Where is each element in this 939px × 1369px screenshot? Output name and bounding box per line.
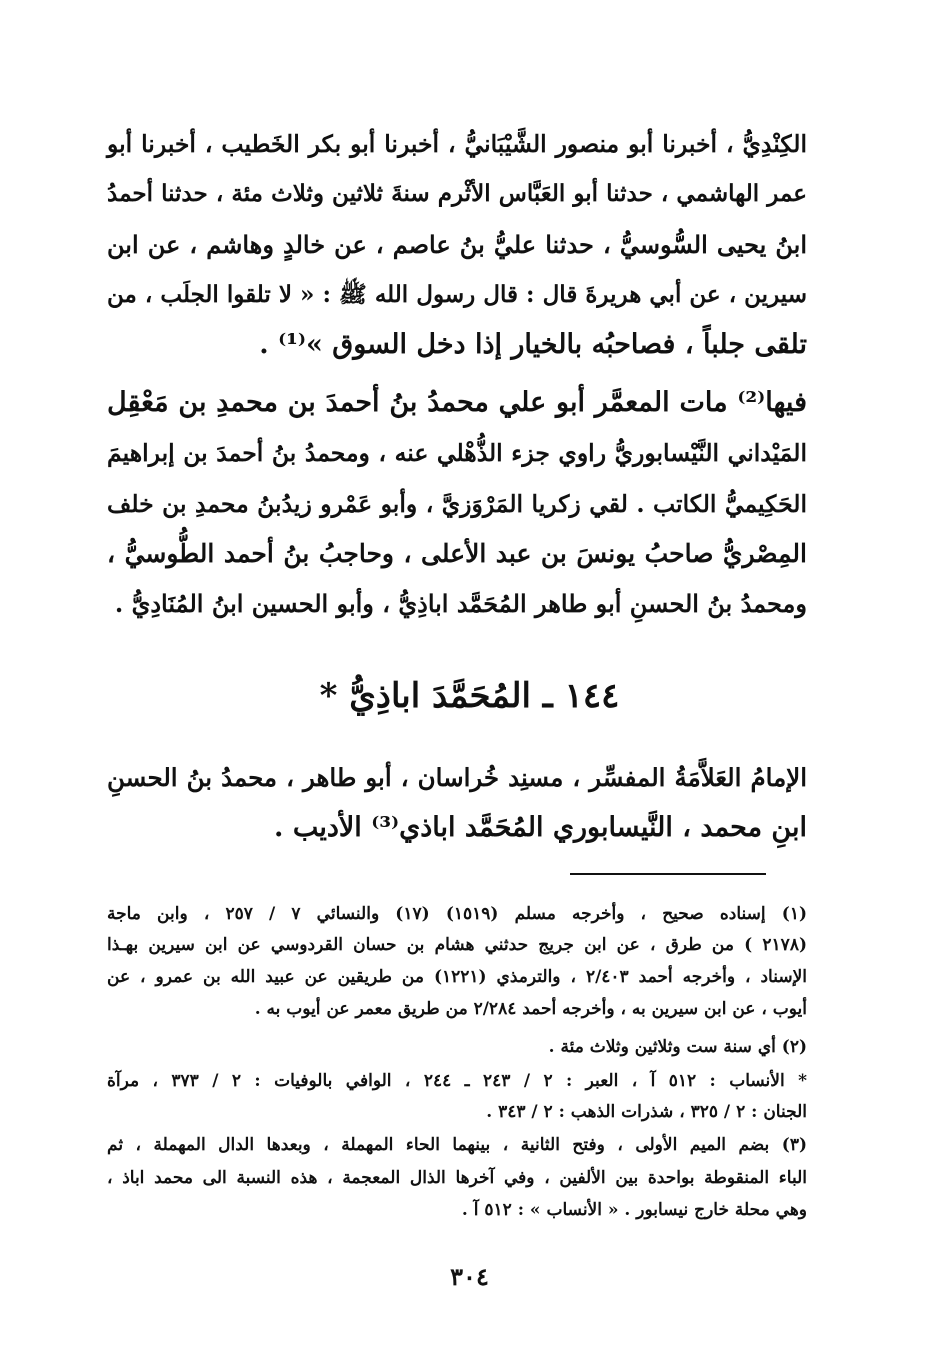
text-line: ابنُ يحيى السُّوسيُّ ، حدثنا عليُّ بنُ عاصم ، عن خالدٍ وهاشم ، عن ابن	[107, 230, 807, 259]
footnote-line: الجنان : ٢ / ٣٢٥ ، شذرات الذهب : ٢ / ٣٤٣ .	[486, 1102, 807, 1122]
text-line: عمر الهاشمي ، حدثنا أبو العَبَّاس الأثْرم سنةَ ثلاثين وثلاث مئة ، حدثنا أحمدُ	[107, 180, 807, 207]
page-number: ٣٠٤	[450, 1262, 489, 1291]
text-line: الإمامُ العَلاَّمَةُ المفسِّر ، مسنِد خُراسان ، أبو طاهر ، محمدُ بنُ الحسنِ	[107, 763, 807, 792]
footnote-line: (١) إسناده صحيح ، وأخرجه مسلم (١٥١٩) (١٧) والنسائي ٧ / ٢٥٧ ، وابن ماجة	[107, 904, 807, 924]
section-heading: ١٤٤ ـ المُحَمَّدَ اباذِيُّ *	[319, 676, 620, 716]
text-line: الكِنْدِيُّ ، أخبرنا أبو منصور الشَّيْبَانيُّ ، أخبرنا أبو بكر الخَطيب ، أخبرنا أبو	[107, 130, 807, 158]
text-line: ابنِ محمد ، النَّيسابوري المُحَمَّد اباذي⁽³⁾ الأديب .	[274, 812, 807, 843]
text-line: الحَكِيميُّ الكاتب . لقي زكريا المَرْوَزيَّ ، وأبو عَمْرو زيدُبنُ محمدِ بن خلف	[107, 490, 807, 518]
footnote-line: (٣) بضم الميم الأولى ، وفتح الثانية ، بينهما الحاء المهملة ، وبعدها الدال المهملة ، ثم	[107, 1135, 807, 1155]
text-line: فيها⁽²⁾ مات المعمَّر أبو علي محمدُ بنُ أحمدَ بن محمدِ بن مَعْقِل	[107, 387, 807, 418]
footnote-line: (٢) أي سنة ست وثلاثين وثلاث مئة .	[548, 1037, 807, 1057]
footnote-line: (٢١٧٨ ) من طرق ، عن ابن جريج حدثني هشام بن حسان القردوسي عن ابن سيرين بهـذا	[107, 935, 807, 955]
text-line: تلقى جلباً ، فصاحبُه بالخيار إذا دخل السوق »⁽¹⁾ .	[259, 329, 807, 360]
footnote-line: الباء المنقوطة بواحدة بين الألفين ، وفي آخرها الذال المعجمة ، هذه النسبة الى محمد اباذ ،	[107, 1168, 807, 1188]
footnote-line: الإسناد ، وأخرجه أحمد ٢/٤٠٣ ، والترمذي (١٢٢١) من طريقين عن عبيد الله بن عمرو ، عن	[107, 967, 808, 987]
footnote-line: وهي محلة خارج نيسابور . « الأنساب » : ٥١٢ آ .	[461, 1200, 807, 1220]
footnote-line: أيوب ، عن ابن سيرين به ، وأخرجه أحمد ٢/٢٨٤ من طريق معمر عن أيوب به .	[254, 999, 807, 1019]
text-line: ومحمدُ بنُ الحسنِ أبو طاهر المُحَمَّد اباذِيُّ ، وأبو الحسين ابنُ المُنَادِيُّ .	[114, 589, 807, 618]
text-line: سيرين ، عن أبي هريرةَ قال : قال رسول الله ﷺ : « لا تلقوا الجلَب ، من	[107, 281, 807, 308]
text-line: المِصْريُّ صاحبُ يونسَ بن عبد الأعلى ، وحاجبُ بنُ أحمد الطُّوسيُّ ،	[107, 539, 807, 568]
footnote-line: * الأنساب : ٥١٢ آ ، العبر : ٢ / ٢٤٣ ـ ٢٤٤ ، الوافي بالوفيات : ٢ / ٣٧٣ ، مرآة	[107, 1071, 808, 1091]
text-line: المَيْداني النَّيْسابوريُّ راوي جزء الذُّهْلي عنه ، ومحمدُ بنُ أحمدَ بن إبراهيمَ	[107, 439, 807, 467]
footnote-separator	[570, 873, 766, 875]
